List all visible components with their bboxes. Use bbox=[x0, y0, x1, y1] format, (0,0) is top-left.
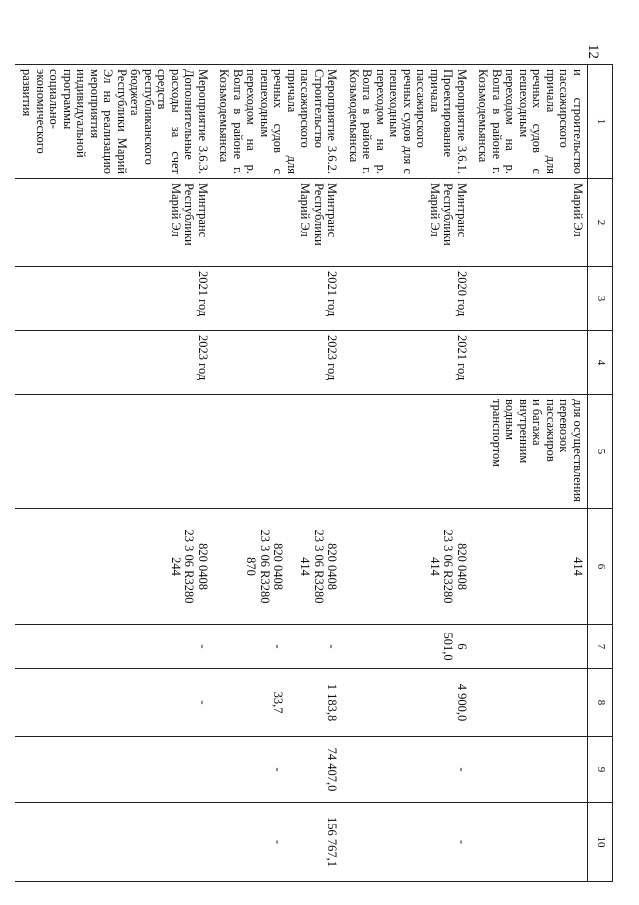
result bbox=[15, 395, 212, 509]
value-col-9 bbox=[471, 737, 588, 803]
measure-name: Мероприятие 3.6.1. Проектирование причала пассажирского речных судов для с пешеходным переходом на р. Волга в районе г. Козьмодемьянска bbox=[342, 65, 472, 179]
executor: Минтранс Республики Марий Эл bbox=[342, 179, 472, 267]
measure-name: и строительство пассажирского причала для речных судов с пешеходным переходом на р. Волга в районе г. Козьмодемьянска bbox=[471, 65, 588, 179]
value-col-10 bbox=[15, 803, 212, 882]
col-header-8: 8 bbox=[588, 669, 613, 737]
executor: Минтранс Республики Марий Эл bbox=[212, 179, 342, 267]
col-header-5: 5 bbox=[588, 395, 613, 509]
result bbox=[212, 395, 342, 509]
value-col-8: 1 183,8 33,7 bbox=[212, 669, 342, 737]
start-year: 2020 год bbox=[342, 267, 472, 331]
end-year: 2021 год bbox=[342, 331, 472, 395]
value-col-7: - - bbox=[212, 625, 342, 669]
end-year bbox=[471, 331, 588, 395]
budget-code: 820 0408 23 3 06 R3280 244 bbox=[15, 509, 212, 625]
table-row bbox=[15, 65, 212, 882]
executor: Минтранс Республики Марий Эл bbox=[15, 179, 212, 267]
value-col-7 bbox=[471, 625, 588, 669]
page-number: 12 bbox=[585, 44, 601, 59]
end-year: 2023 год bbox=[212, 331, 342, 395]
col-header-9: 9 bbox=[588, 737, 613, 803]
result: для осуществления перевозок пассажиров и багажа внутренним водным транспортом bbox=[471, 395, 588, 509]
table-row bbox=[212, 65, 342, 882]
start-year: 2021 год bbox=[15, 267, 212, 331]
value-col-7: 6 501,0 bbox=[342, 625, 472, 669]
col-header-4: 4 bbox=[588, 331, 613, 395]
measure-name: Мероприятие 3.6.2. Строительство пассажирского причала для речных судов с пешеходным переходом на р. Волга в районе г. Козьмодемьянска bbox=[212, 65, 342, 179]
value-col-9: 74 407,0 - bbox=[212, 737, 342, 803]
value-col-10: - bbox=[342, 803, 472, 882]
col-header-6: 6 bbox=[588, 509, 613, 625]
col-header-7: 7 bbox=[588, 625, 613, 669]
start-year bbox=[471, 267, 588, 331]
value-col-9 bbox=[15, 737, 212, 803]
start-year: 2021 год bbox=[212, 267, 342, 331]
header-row bbox=[588, 65, 613, 882]
value-col-7: - bbox=[15, 625, 212, 669]
value-col-9: - bbox=[342, 737, 472, 803]
measure-name: Мероприятие 3.6.3. Дополнительные расходы за счет средств республиканского бюджета Республики Марий Эл на реализацию мероприятия индивидуальной программы социально-экономического развития bbox=[15, 65, 212, 179]
value-col-10 bbox=[471, 803, 588, 882]
budget-code: 414 bbox=[471, 509, 588, 625]
budget-code: 820 0408 23 3 06 R3280 414 820 0408 23 3 06 R3280 870 bbox=[212, 509, 342, 625]
col-header-2: 2 bbox=[588, 179, 613, 267]
value-col-8: 4 900,0 bbox=[342, 669, 472, 737]
col-header-3: 3 bbox=[588, 267, 613, 331]
col-header-1: 1 bbox=[588, 65, 613, 179]
table-row bbox=[342, 65, 472, 882]
executor: Марий Эл bbox=[471, 179, 588, 267]
value-col-10: 156 767,1 - bbox=[212, 803, 342, 882]
end-year: 2023 год bbox=[15, 331, 212, 395]
value-col-8 bbox=[471, 669, 588, 737]
result bbox=[342, 395, 472, 509]
budget-code: 820 0408 23 3 06 R3280 414 bbox=[342, 509, 472, 625]
value-col-8: - bbox=[15, 669, 212, 737]
table-row bbox=[471, 65, 588, 882]
col-header-10: 10 bbox=[588, 803, 613, 882]
rotated-table-container bbox=[20, 64, 613, 881]
budget-table bbox=[15, 64, 613, 882]
